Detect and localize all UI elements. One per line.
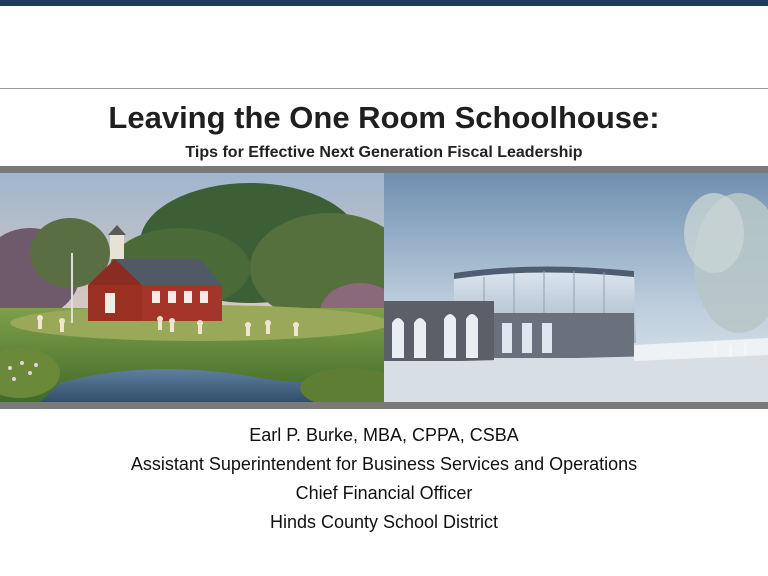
presenter-role: Assistant Superintendent for Business Services and Operations [130, 454, 638, 474]
presenter-credits [0, 421, 768, 537]
slide-title: Leaving the One Room Schoolhouse: [108, 100, 660, 135]
presenter-organization: Hinds County School District [269, 512, 499, 532]
image-band-top [0, 166, 768, 173]
presenter-position: Chief Financial Officer [295, 483, 473, 503]
modern-school-building-rendering [384, 173, 768, 402]
presenter-name: Earl P. Burke, MBA, CPPA, CSBA [249, 425, 519, 445]
title-divider [0, 88, 768, 89]
slide-subtitle: Tips for Effective Next Generation Fiscal Leadership [185, 144, 583, 161]
image-band-bottom [0, 402, 768, 409]
top-accent-bar [0, 0, 768, 6]
one-room-schoolhouse-painting [0, 173, 384, 402]
